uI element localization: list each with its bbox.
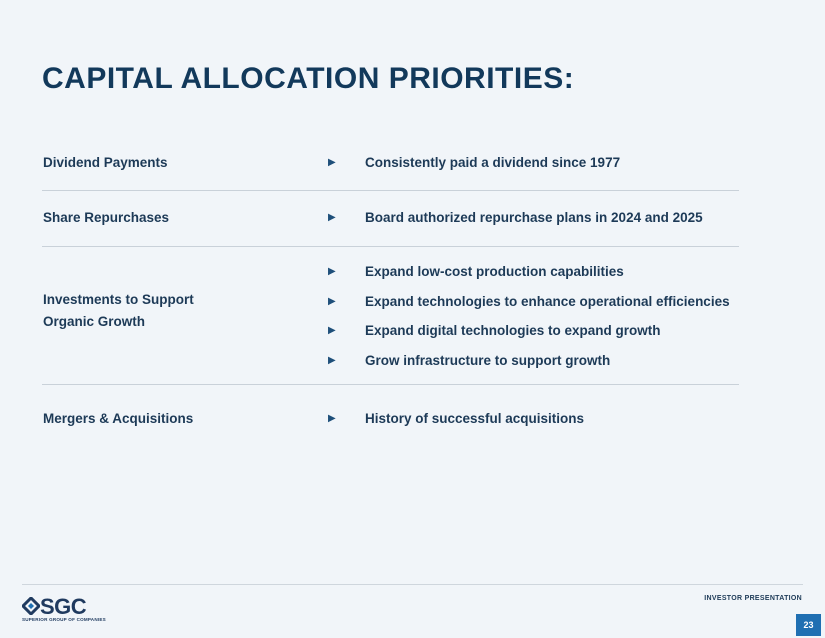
- footer-divider: [22, 584, 803, 585]
- sgc-diamond-icon: [22, 597, 40, 615]
- triangle-right-icon: ▶: [328, 266, 336, 277]
- row-item: History of successful acquisitions: [365, 411, 585, 426]
- triangle-right-icon: ▶: [328, 413, 336, 424]
- footer-label: INVESTOR PRESENTATION: [704, 595, 802, 602]
- row-label-line-2: Organic Growth: [43, 314, 146, 329]
- divider: [42, 190, 739, 191]
- row-item: Expand technologies to enhance operational efficiencies: [365, 294, 730, 309]
- row-item: Board authorized repurchase plans in 2024 and 2025: [365, 210, 703, 225]
- row-label: Share Repurchases: [43, 210, 170, 225]
- triangle-right-icon: ▶: [328, 325, 336, 336]
- row-item: Expand digital technologies to expand growth: [365, 323, 661, 338]
- triangle-right-icon: ▶: [328, 296, 336, 307]
- row-label: Dividend Payments: [43, 155, 168, 170]
- row-item: Consistently paid a dividend since 1977: [365, 155, 621, 170]
- row-label: Mergers & Acquisitions: [43, 411, 194, 426]
- logo-subtitle: SUPERIOR GROUP OF COMPANIES: [22, 617, 106, 622]
- triangle-right-icon: ▶: [328, 355, 336, 366]
- logo-text: SGC: [40, 594, 87, 619]
- divider: [42, 246, 739, 247]
- divider: [42, 384, 739, 385]
- company-logo: [22, 595, 104, 625]
- row-item: Grow infrastructure to support growth: [365, 353, 611, 368]
- row-item: Expand low-cost production capabilities: [365, 264, 624, 279]
- row-label-line-1: Investments to Support: [43, 292, 194, 307]
- triangle-right-icon: ▶: [328, 212, 336, 223]
- page-number-badge: 23: [796, 614, 821, 636]
- triangle-right-icon: ▶: [328, 157, 336, 168]
- page-title: CAPITAL ALLOCATION PRIORITIES:: [42, 62, 575, 95]
